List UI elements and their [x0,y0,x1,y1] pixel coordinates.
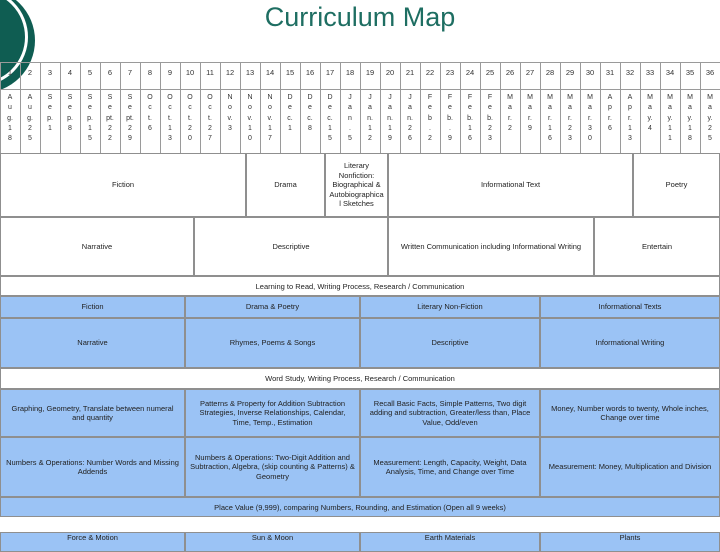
grid-column-line [680,62,681,153]
blue-descriptive: Descriptive [360,318,540,368]
week-date: M a r. 2 3 [567,94,573,143]
week-date: D e c. 1 [287,94,293,132]
grid-column-line [540,62,541,153]
grid-column-line [120,62,121,153]
math-money-number-words: Money, Number words to twenty, Whole inches, Change over time [540,389,720,437]
week-number: 21 [405,68,415,77]
week-date: N o v. 1 7 [267,94,273,143]
grid-column-line [640,62,641,153]
grid-column-line [600,62,601,153]
grid-column-line [420,62,421,153]
grid-column-line [360,62,361,153]
grid-column-line [560,62,561,153]
math-recall-basic-facts: Recall Basic Facts, Simple Patterns, Two digit adding and subtraction, Greater/less than, Place Value, Odd/even [360,389,540,437]
week-number: 13 [245,68,255,77]
week-number: 36 [705,68,715,77]
week-number: 1 [7,68,13,77]
week-number: 9 [167,68,173,77]
blue-fiction: Fiction [0,296,185,318]
week-number: 32 [625,68,635,77]
grid-column-line [40,62,41,153]
grid-column-line [160,62,161,153]
week-date: S e p. 1 [47,94,53,132]
science-earth-materials: Earth Materials [360,532,540,552]
week-date: N o v. 1 0 [247,94,253,143]
science-force-motion: Force & Motion [0,532,185,552]
week-number: 14 [265,68,275,77]
math-patterns-property: Patterns & Property for Addition Subtraction Strategies, Inverse Relationships, Calendar, Time, Temp., Estimation [185,389,360,437]
week-number: 29 [565,68,575,77]
blue-narrative: Narrative [0,318,185,368]
week-number: 23 [445,68,455,77]
week-number: 5 [87,68,93,77]
grid-column-line [300,62,301,153]
week-number: 34 [665,68,675,77]
week-number: 31 [605,68,615,77]
math-measurement-length: Measurement: Length, Capacity, Weight, Data Analysis, Time, and Change over Time [360,437,540,497]
grid-column-line [140,62,141,153]
grid-column-line [240,62,241,153]
week-date: F e b. . 9 [447,94,453,143]
week-date: M a r. 2 [507,94,513,132]
writing-written-communication: Written Communication including Informational Writing [388,217,594,276]
week-date: D e c. 8 [307,94,313,132]
section-reading-header: Learning to Read, Writing Process, Research / Communication [0,276,720,296]
week-number: 6 [107,68,113,77]
week-number: 22 [425,68,435,77]
week-date: M a r. 9 [527,94,533,132]
grid-column-line [280,62,281,153]
week-number: 24 [465,68,475,77]
grid-column-line [260,62,261,153]
week-date: O c t. 6 [147,94,153,132]
week-date: M a y. 1 8 [687,94,693,143]
week-date: M a y. 4 [647,94,653,132]
blue-informational-texts: Informational Texts [540,296,720,318]
week-number: 3 [47,68,53,77]
week-number: 25 [485,68,495,77]
week-number: 11 [206,68,214,77]
blue-drama-poetry: Drama & Poetry [185,296,360,318]
writing-entertain: Entertain [594,217,720,276]
week-date: A p r. 1 3 [627,94,633,143]
week-date: S e p. 8 [67,94,73,132]
science-sun-moon: Sun & Moon [185,532,360,552]
week-date: F e b . 2 [427,94,433,143]
week-number: 16 [305,68,315,77]
week-date: M a r. 1 6 [547,94,553,143]
week-number: 18 [345,68,355,77]
week-date: O c t. 1 3 [167,94,173,143]
week-date: O c t. 2 7 [207,94,213,143]
week-date: S e pt. 2 9 [126,94,134,143]
grid-column-line [180,62,181,153]
writing-descriptive: Descriptive [194,217,388,276]
math-measurement-money: Measurement: Money, Multiplication and Division [540,437,720,497]
blue-rhymes-poems: Rhymes, Poems & Songs [185,318,360,368]
grid-column-line [20,62,21,153]
week-date: A u g. 1 8 [7,94,13,143]
genre-drama: Drama [246,153,325,217]
week-number: 20 [385,68,395,77]
week-number: 33 [645,68,655,77]
grid-column-line [660,62,661,153]
blue-informational-writing: Informational Writing [540,318,720,368]
week-date: M a y. 1 1 [667,94,673,143]
week-date: J a n. 1 2 [367,94,373,143]
genre-fiction: Fiction [0,153,246,217]
week-number: 28 [545,68,555,77]
week-number: 10 [185,68,195,77]
week-date: S e p. 1 5 [87,94,93,143]
week-date: J a n. 1 9 [387,94,393,143]
week-number: 4 [67,68,73,77]
grid-column-line [380,62,381,153]
week-date: A p r. 6 [607,94,613,132]
week-number: 26 [505,68,515,77]
genre-literary-nonfiction: Literary Nonfiction: Biographical & Autobiographica l Sketches [325,153,388,217]
grid-column-line [500,62,501,153]
grid-column-line [100,62,101,153]
grid-column-line [620,62,621,153]
week-number: 17 [325,68,335,77]
week-date: O c t. 2 0 [187,94,193,143]
week-date: N o v. 3 [227,94,233,132]
week-number: 15 [285,68,295,77]
grid-column-line [340,62,341,153]
week-date: F e b. 2 3 [487,94,493,143]
week-number: 2 [27,68,33,77]
page-title: Curriculum Map [264,2,456,32]
week-date: M a y. 2 5 [707,94,713,143]
week-number: 7 [127,68,133,77]
writing-narrative: Narrative [0,217,194,276]
grid-column-line [0,62,1,153]
section-word-study-header: Word Study, Writing Process, Research / Communication [0,368,720,389]
grid-row-line [0,62,720,63]
grid-column-line [520,62,521,153]
genre-poetry: Poetry [633,153,720,217]
grid-column-line [700,62,701,153]
grid-column-line [200,62,201,153]
science-plants: Plants [540,532,720,552]
week-date: F e b. 1 6 [467,94,473,143]
grid-column-line [460,62,461,153]
week-number: 35 [685,68,695,77]
week-date: J a n . 5 [348,94,352,143]
week-number: 19 [365,68,375,77]
week-number: 12 [225,68,235,77]
place-value-band: Place Value (9,999), comparing Numbers, Rounding, and Estimation (Open all 9 weeks) [0,497,720,517]
math-graphing-geometry: Graphing, Geometry, Translate between numeral and quantity [0,389,185,437]
week-date: D e c. 1 5 [327,94,333,143]
grid-row-line [0,89,720,90]
week-date: S e pt. 2 2 [106,94,114,143]
week-date: A u g. 2 5 [27,94,33,143]
grid-column-line [80,62,81,153]
week-date: J a n. 2 6 [407,94,413,143]
grid-column-line [580,62,581,153]
week-number: 8 [147,68,153,77]
week-date: M a r. 3 0 [587,94,593,143]
grid-column-line [400,62,401,153]
grid-column-line [220,62,221,153]
grid-column-line [440,62,441,153]
genre-informational-text: Informational Text [388,153,633,217]
grid-column-line [320,62,321,153]
grid-column-line [60,62,61,153]
math-number-words-addends: Numbers & Operations: Number Words and Missing Addends [0,437,185,497]
math-two-digit-addition: Numbers & Operations: Two-Digit Addition and Subtraction, Algebra, (skip counting & Patterns) & Geometry [185,437,360,497]
blue-literary-nonfiction: Literary Non-Fiction [360,296,540,318]
week-number: 27 [525,68,535,77]
grid-column-line [480,62,481,153]
week-number: 30 [585,68,595,77]
